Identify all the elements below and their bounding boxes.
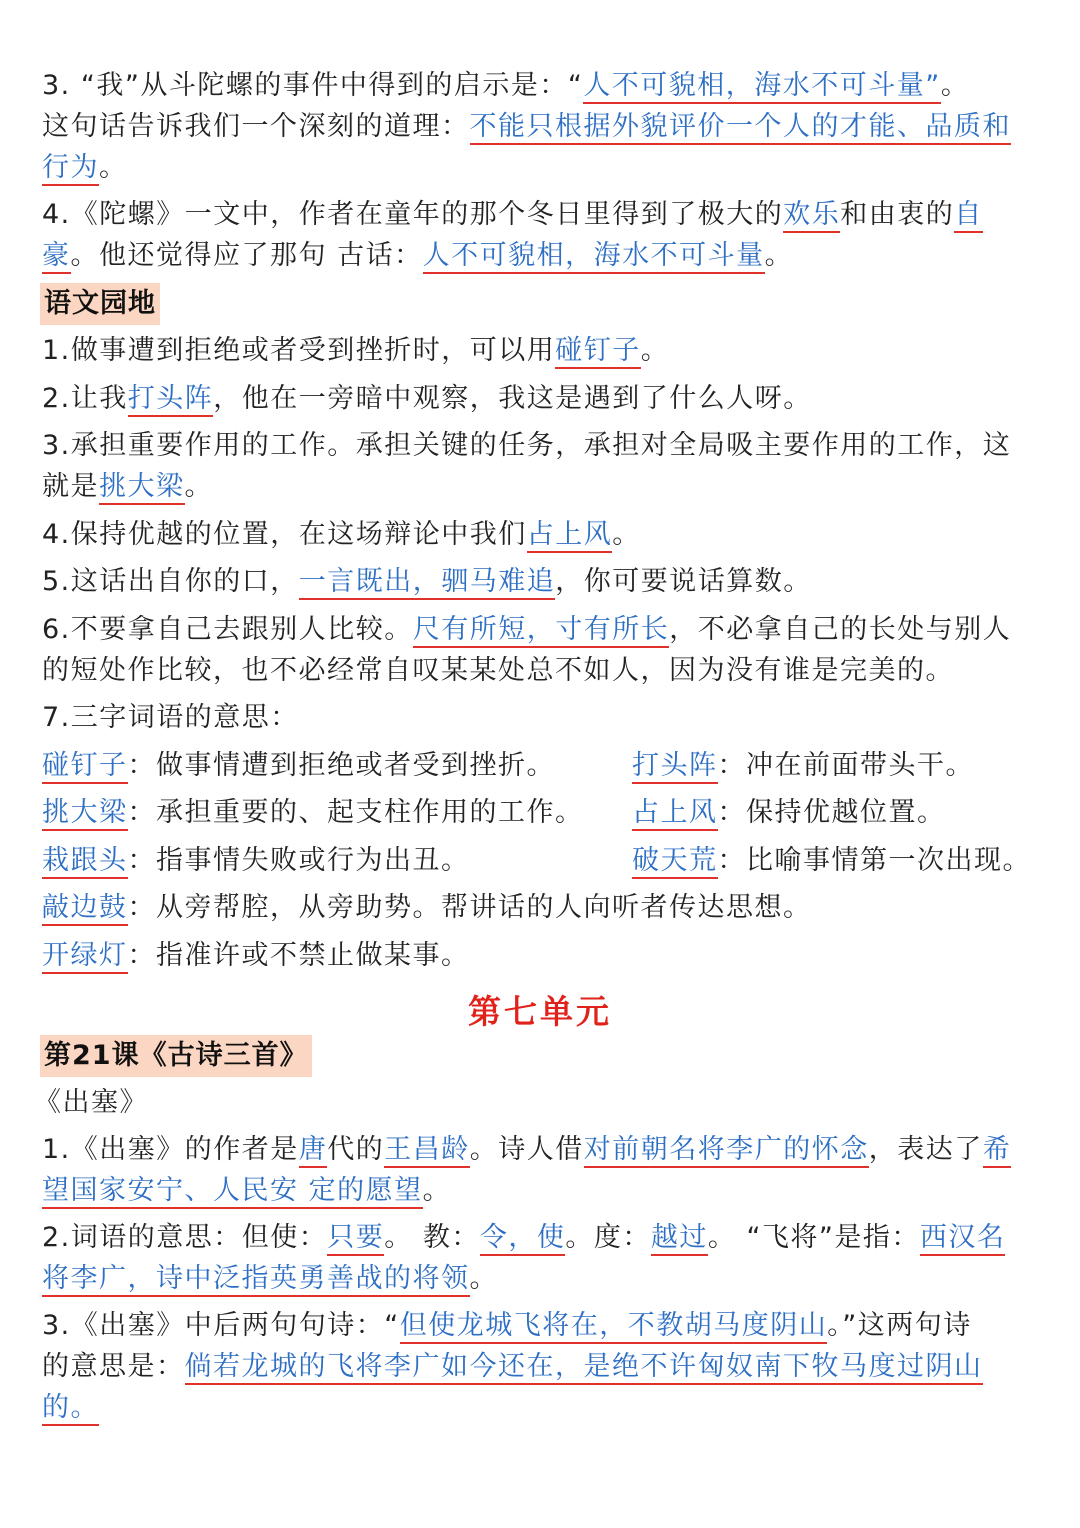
definition-word: 打头阵 [632, 750, 718, 784]
question-text: 1.《出塞》的作者是 [42, 1134, 299, 1165]
question-text: 2.词语的意思：但使： [42, 1222, 328, 1253]
question-text: ，表达了 [868, 1134, 983, 1165]
item4-text: 4.《陀螺》一文中，作者在童年的那个冬日里得到了极大的 [42, 199, 784, 230]
answer-text: 行为 [42, 152, 99, 186]
item3-text: 3. “我”从斗陀螺的事件中得到的启示是：“ [42, 70, 584, 101]
answer-text: 对前朝名将李广的怀念 [584, 1134, 869, 1168]
question-text: 。 “飞将”是指： [707, 1222, 920, 1253]
question-text: 5.这话出自你的口， [42, 566, 299, 597]
question-text: 。度： [565, 1222, 651, 1253]
definition-item [42, 797, 584, 831]
yuwen-q2 [42, 379, 1040, 419]
answer-text: 一言既出，驷马难追 [299, 566, 556, 600]
answer-text: 挑大梁 [99, 471, 185, 505]
question-text: 3.《出塞》中后两句句诗：“ [42, 1310, 400, 1341]
definition-item [632, 841, 1031, 881]
definition-word: 敲边鼓 [42, 892, 128, 926]
definition-meaning: ：比喻事情第一次出现。 [717, 845, 1031, 876]
question-text: 。诗人借 [469, 1134, 584, 1165]
answer-text: 望国家安宁、人民安 定的愿望 [42, 1175, 423, 1209]
yuwen-q4 [42, 515, 1040, 555]
definition-meaning: ：做事情遭到拒绝或者受到挫折。 [127, 750, 555, 781]
item3-line3 [42, 148, 1040, 188]
definition-word: 开绿灯 [42, 940, 128, 974]
answer-text: 尺有所短，寸有所长 [413, 614, 670, 648]
item4-text: 。他还觉得应了那句 古话： [70, 240, 423, 271]
question-text: 。 [640, 335, 670, 366]
item3-line1 [42, 66, 1040, 106]
question-text: ，你可要说话算数。 [555, 566, 812, 597]
answer-text: 碰钉子 [555, 335, 641, 369]
item4-line2 [42, 236, 1040, 276]
definition-item [632, 746, 974, 786]
definition-row [42, 936, 1040, 976]
item3-text: 这句话告诉我们一个深刻的道理： [42, 111, 470, 142]
definition-item [42, 845, 470, 879]
poem-q2-line2 [42, 1259, 1040, 1299]
definition-meaning: ：保持优越位置。 [717, 797, 946, 828]
question-text: 。 [422, 1175, 452, 1206]
definition-item [632, 793, 946, 833]
definition-meaning: ：冲在前面带头干。 [717, 750, 974, 781]
question-text: ，不必拿自己的长处与别人 [669, 614, 1012, 645]
yuwen-q5 [42, 562, 1040, 602]
definition-row [42, 793, 1040, 833]
question-text: 。 [612, 519, 641, 550]
yuwen-q3-line1: 3.承担重要作用的工作。承担关键的任务，承担对全局吸主要作用的工作，这 [42, 430, 1012, 461]
definition-row [42, 841, 1040, 881]
definition-row [42, 746, 1040, 786]
poem-q1-line1 [42, 1130, 1040, 1170]
answer-text: 人不可貌相，海水不可斗量 [423, 240, 765, 274]
answer-text: 不能只根据外貌评价一个人的才能、品质和 [470, 111, 1012, 145]
poem-q3-line1 [42, 1306, 1040, 1346]
yuwen-q1 [42, 331, 1040, 371]
definition-row [42, 888, 1040, 928]
answer-text: 但使龙城飞将在，不教胡马度阴山 [400, 1310, 828, 1344]
answer-text: 占上风 [527, 519, 613, 553]
item3-line2 [42, 107, 1040, 147]
definition-meaning: ：指准许或不禁止做某事。 [127, 940, 470, 971]
question-text: 6.不要拿自己去跟别人比较。 [42, 614, 413, 645]
answer-text: 打头阵 [128, 383, 214, 417]
answer-text: 希 [983, 1134, 1012, 1168]
question-text: ，他在一旁暗中观察，我这是遇到了什么人呀。 [213, 383, 812, 414]
answer-text: 将李广，诗中泛指英勇善战的将领 [42, 1263, 470, 1297]
question-text: 。”这两句诗 [827, 1310, 972, 1341]
question-text: 就是 [42, 471, 99, 502]
item4-line1 [42, 195, 1040, 235]
yuwen-q6-line1 [42, 610, 1040, 650]
poem-q3-line2 [42, 1347, 1040, 1387]
definition-item [42, 750, 555, 784]
definition-word: 占上风 [632, 797, 718, 831]
answer-text: 欢乐 [783, 199, 840, 233]
definition-meaning: ：从旁帮腔，从旁助势。帮讲话的人向听者传达思想。 [127, 892, 812, 923]
question-text: 代的 [327, 1134, 385, 1165]
yuwen-q6-line2: 的短处作比较，也不必经常自叹某某处总不如人，因为没有谁是完美的。 [42, 655, 954, 686]
yuwen-q3-line2 [42, 467, 1040, 507]
unit-title: 第七单元 [468, 992, 612, 1031]
answer-text: 只要 [327, 1222, 384, 1256]
answer-text: 王昌龄 [384, 1134, 470, 1168]
answer-text: 人不可貌相，海水不可斗量” [583, 70, 941, 104]
poem-q1-line2 [42, 1171, 1040, 1211]
yuwen-q7-title: 7.三字词语的意思： [42, 702, 299, 733]
poem-q3-line3 [42, 1388, 1040, 1428]
definition-word: 挑大梁 [42, 797, 128, 831]
poem-q2-line1 [42, 1218, 1040, 1258]
question-text: 1.做事遭到拒绝或者受到挫折时，可以用 [42, 335, 556, 366]
definition-word: 破天荒 [632, 845, 718, 879]
definition-meaning: ：承担重要的、起支柱作用的工作。 [127, 797, 584, 828]
definition-item [42, 892, 812, 926]
answer-text: 唐 [299, 1134, 328, 1168]
answer-text: 西汉名 [920, 1222, 1006, 1256]
lesson-heading: 第21课《古诗三首》 [40, 1035, 312, 1077]
item4-text: 和由衷的 [840, 199, 955, 230]
definition-meaning: ：指事情失败或行为出丑。 [127, 845, 470, 876]
definition-item [42, 940, 470, 974]
question-text: 。 [184, 471, 213, 502]
definition-word: 碰钉子 [42, 750, 128, 784]
question-text: 4.保持优越的位置，在这场辩论中我们 [42, 519, 527, 550]
poem-title: 《出塞》 [34, 1087, 148, 1118]
question-text: 2.让我 [42, 383, 128, 414]
item4-text: 。 [764, 240, 794, 271]
item3-text: 。 [99, 152, 128, 183]
section-heading-yuwen: 语文园地 [40, 283, 160, 325]
answer-text: 的。 [42, 1392, 99, 1426]
question-text: 的意思是： [42, 1351, 185, 1382]
question-text: 。 教： [384, 1222, 480, 1253]
answer-text: 令，使 [480, 1222, 566, 1256]
answer-text: 越过 [651, 1222, 708, 1256]
item3-text: 。 [940, 70, 970, 101]
definition-word: 栽跟头 [42, 845, 128, 879]
answer-text: 倘若龙城的飞将李广如今还在，是绝不许匈奴南下牧马度过阴山 [185, 1351, 983, 1385]
answer-text: 自 [954, 199, 983, 233]
question-text: 。 [469, 1263, 498, 1294]
answer-text: 豪 [42, 240, 71, 274]
